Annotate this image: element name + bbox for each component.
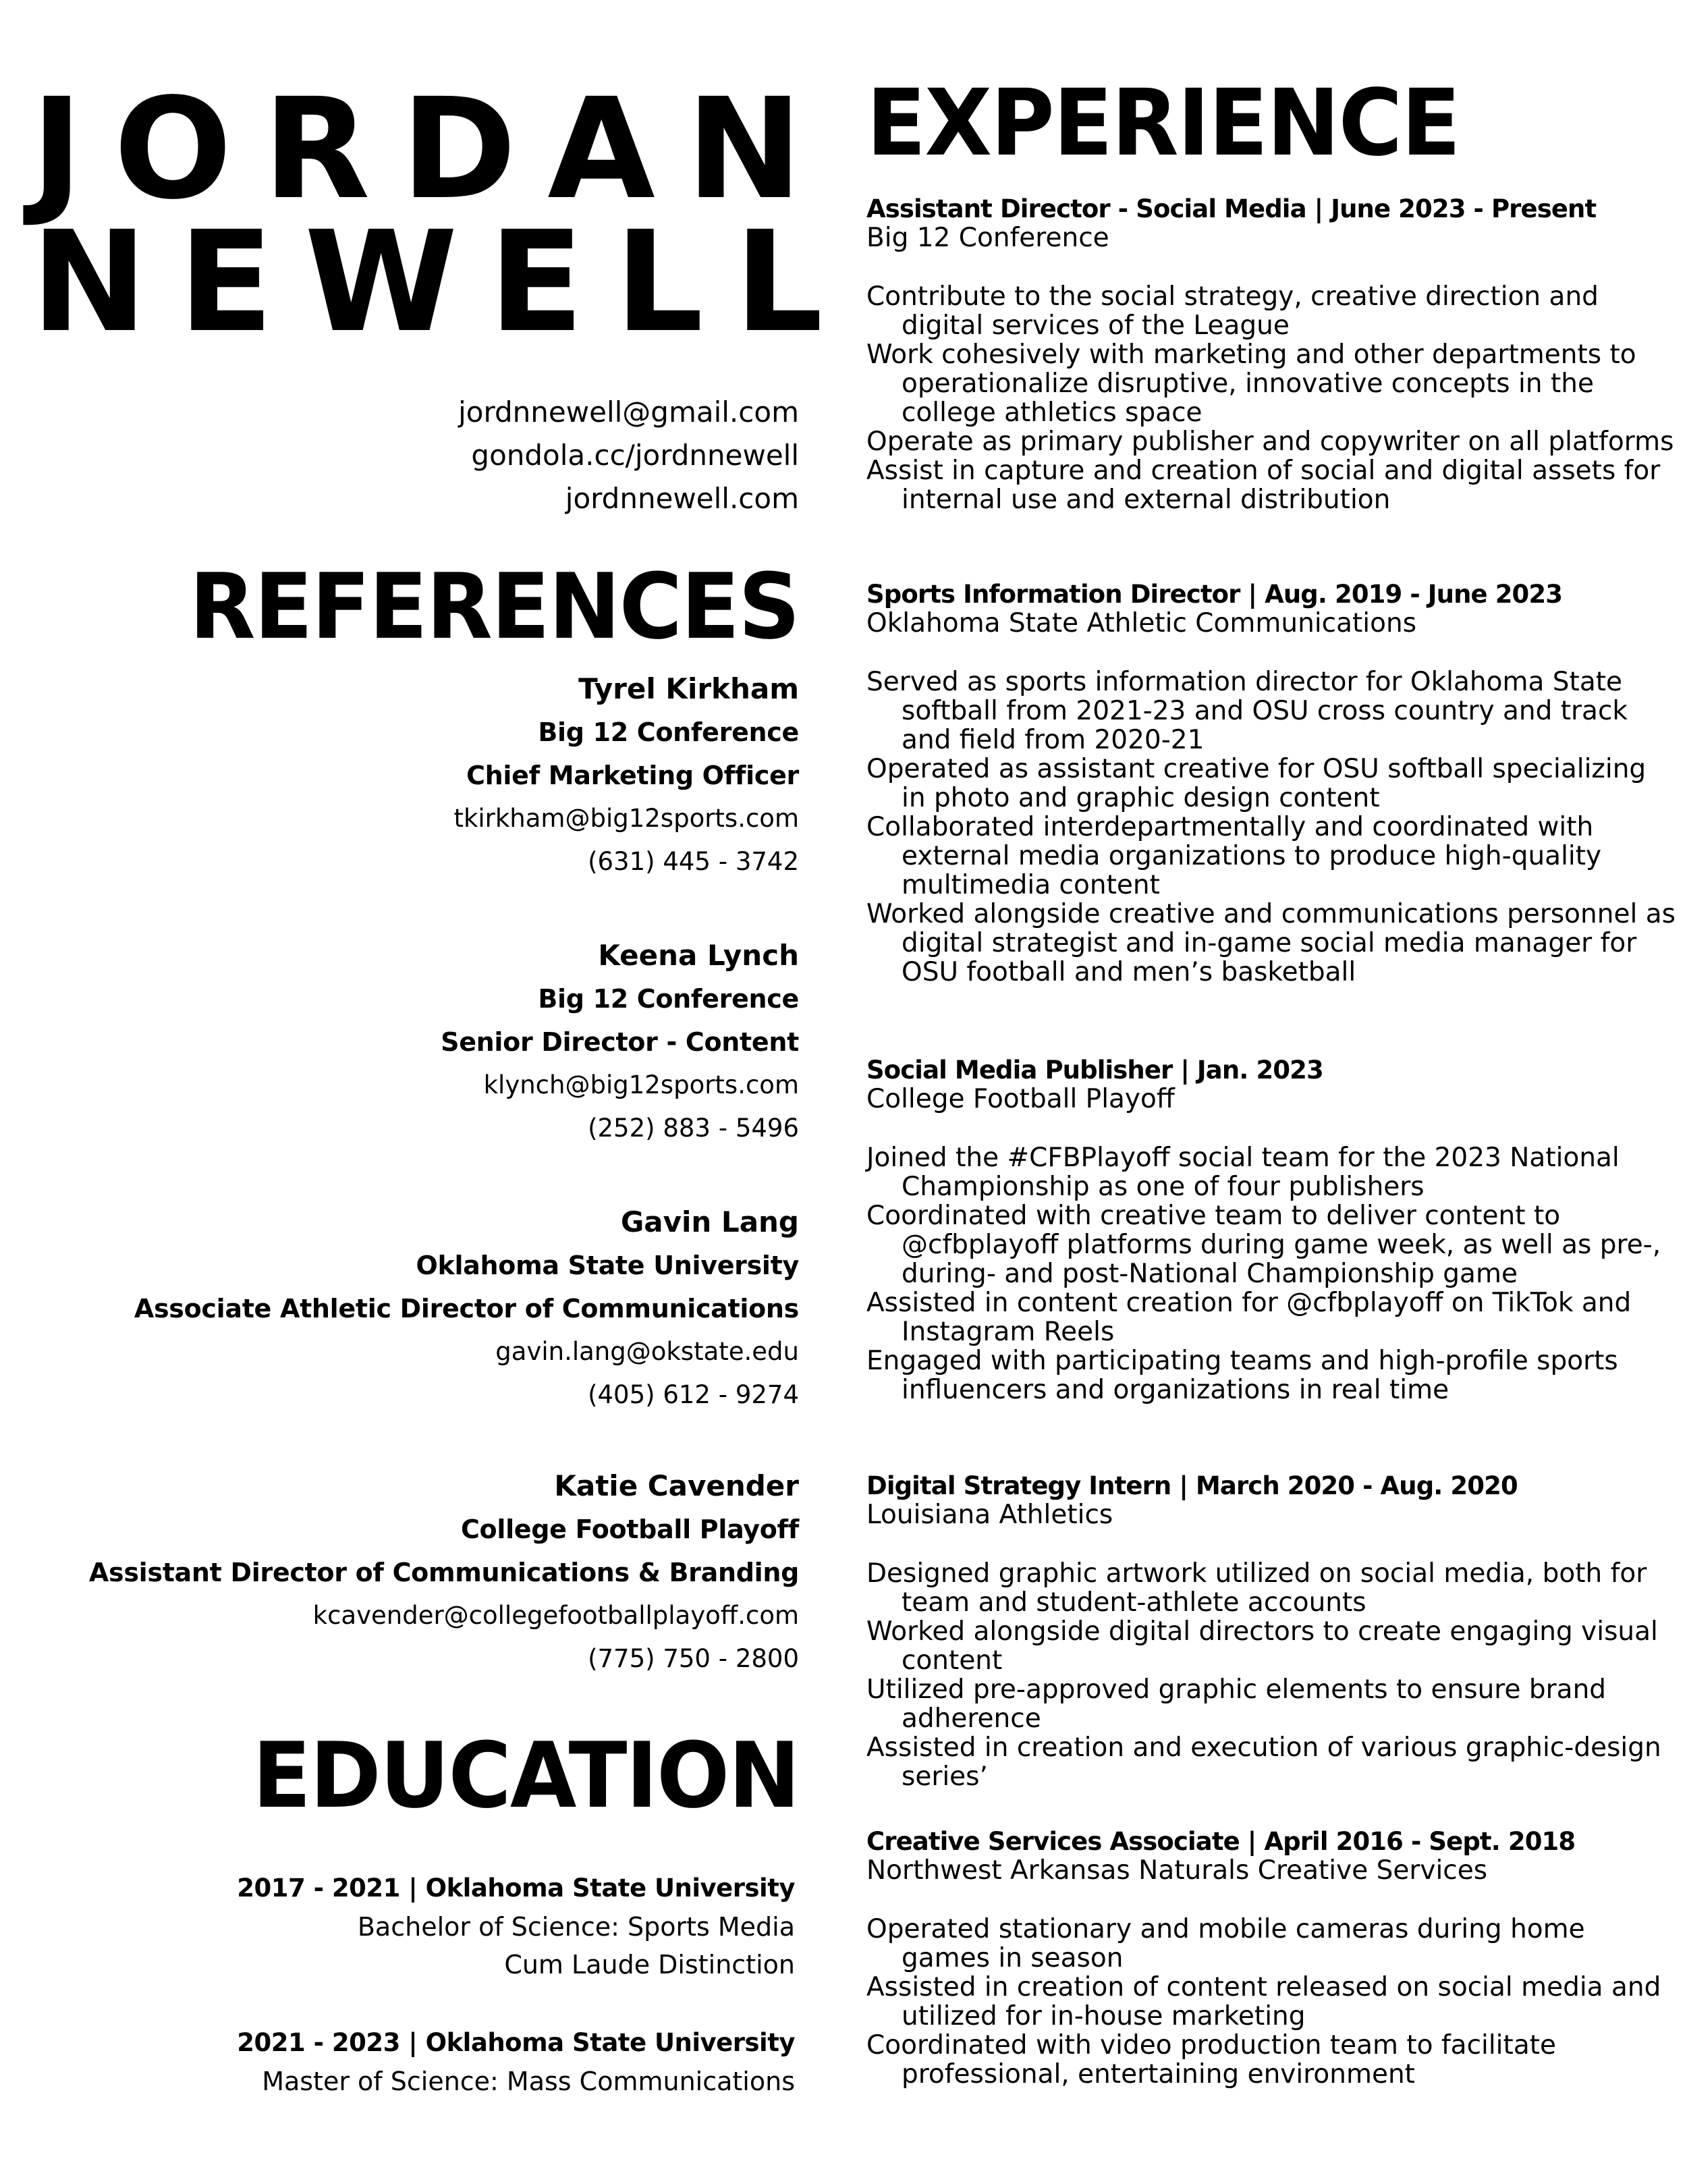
job-bullet: Operate as primary publisher and copywriter on all platforms (866, 427, 1674, 457)
education-degree: Master of Science: Mass Communications (262, 2067, 795, 2096)
reference-title: Associate Athletic Director of Communications (134, 1294, 799, 1323)
job-bullet: Contribute to the social strategy, creative direction and digital services of the League (866, 281, 1599, 341)
name-first: JORDAN (31, 68, 834, 230)
contact-website-link[interactable]: jordnnewell.com (565, 482, 799, 515)
job-bullet: Assist in capture and creation of social and digital assets for internal use and external distribution (866, 456, 1661, 515)
reference-item (0, 1465, 799, 1681)
reference-email[interactable]: gavin.lang@okstate.edu (495, 1337, 799, 1366)
reference-title: Chief Marketing Officer (466, 761, 799, 790)
job-bullet: Served as sports information director for Oklahoma State softball from 2021-23 and OSU cross country and track and field from 2020-21 (866, 667, 1628, 755)
job-title: Sports Information Director | Aug. 2019 - June 2023 (866, 580, 1563, 609)
reference-email[interactable]: klynch@big12sports.com (483, 1070, 799, 1099)
job-title: Digital Strategy Intern | March 2020 - Aug. 2020 (866, 1471, 1518, 1500)
job-bullet: Engaged with participating teams and high-profile sports influencers and organizations in real time (866, 1346, 1618, 1405)
job-bullet: Assisted in creation of content released on social media and utilized for in-house marketing (866, 1972, 1661, 2031)
reference-item (0, 1201, 799, 1417)
job-organization: College Football Playoff (866, 1084, 1175, 1114)
education-item (0, 2023, 799, 2100)
reference-org: Big 12 Conference (538, 717, 799, 747)
job-title: Creative Services Associate | April 2016 - Sept. 2018 (866, 1827, 1576, 1856)
job-entry (866, 1827, 1676, 2089)
job-bullet: Coordinated with video production team to facilitate professional, entertaining environment (866, 2030, 1556, 2090)
reference-item (0, 667, 799, 883)
job-entry (866, 580, 1676, 987)
name-last: NEWELL (31, 201, 854, 363)
job-bullet: Joined the #CFBPlayoff social team for the 2023 National Championship as one of four publishers (866, 1143, 1620, 1202)
job-title: Assistant Director - Social Media | June 2023 - Present (866, 194, 1597, 223)
reference-phone: (775) 750 - 2800 (588, 1644, 799, 1673)
contact-block (0, 391, 799, 520)
reference-email[interactable]: kcavender@collegefootballplayoff.com (312, 1601, 799, 1630)
reference-phone: (252) 883 - 5496 (588, 1114, 799, 1143)
reference-name: Tyrel Kirkham (578, 672, 799, 705)
education-degree-heading: 2021 - 2023 | Oklahoma State University (237, 2028, 795, 2057)
reference-org: College Football Playoff (460, 1514, 799, 1544)
reference-name: Keena Lynch (598, 939, 799, 972)
reference-org: Oklahoma State University (416, 1251, 799, 1280)
reference-title: Assistant Director of Communications & Branding (88, 1558, 799, 1587)
contact-email[interactable]: jordnnewell@gmail.com (458, 395, 799, 429)
job-organization: Oklahoma State Athletic Communications (866, 608, 1417, 638)
job-bullet: Utilized pre-approved graphic elements to ensure brand adherence (866, 1674, 1607, 1734)
job-bullet: Operated as assistant creative for OSU softball specializing in photo and graphic design content (866, 754, 1647, 813)
job-bullet: Worked alongside creative and communications personnel as digital strategist and in-game social media manager for OSU football and men’s basketball (866, 899, 1676, 987)
reference-name: Gavin Lang (620, 1205, 799, 1238)
job-bullet: Designed graphic artwork utilized on social media, both for team and student-athlete accounts (866, 1558, 1647, 1618)
job-organization: Northwest Arkansas Naturals Creative Services (866, 1855, 1488, 1886)
job-bullet: Operated stationary and mobile cameras during home games in season (866, 1914, 1585, 1973)
reference-phone: (631) 445 - 3742 (588, 847, 799, 876)
job-title: Social Media Publisher | Jan. 2023 (866, 1056, 1323, 1085)
education-distinction: Cum Laude Distinction (504, 1950, 795, 1980)
job-organization: Louisiana Athletics (866, 1500, 1113, 1530)
experience-heading: EXPERIENCE (866, 70, 1460, 177)
education-degree: Bachelor of Science: Sports Media (357, 1912, 795, 1942)
reference-item (0, 934, 799, 1150)
education-heading: EDUCATION (252, 1723, 799, 1828)
job-bullet: Work cohesively with marketing and other departments to operationalize disruptive, innovative concepts in the college athletics space (866, 339, 1636, 428)
job-bullet: Collaborated interdepartmentally and coordinated with external media organizations to produce high-quality multimedia content (866, 812, 1602, 900)
contact-portfolio-link[interactable]: gondola.cc/jordnnewell (471, 439, 799, 472)
references-heading: REFERENCES (189, 554, 799, 659)
reference-org: Big 12 Conference (538, 984, 799, 1014)
job-bullet: Coordinated with creative team to deliver content to @cfbplayoff platforms during game week, as well as pre-, during- and post-National Championship game (866, 1201, 1661, 1289)
job-entry (866, 194, 1676, 514)
reference-name: Katie Cavender (554, 1469, 799, 1502)
job-bullet: Assisted in creation and execution of various graphic-design series’ (866, 1732, 1661, 1792)
job-bullet: Worked alongside digital directors to create engaging visual content (866, 1616, 1658, 1676)
job-bullet: Assisted in content creation for @cfbplayoff on TikTok and Instagram Reels (866, 1288, 1632, 1347)
reference-email[interactable]: tkirkham@big12sports.com (453, 804, 799, 833)
job-entry (866, 1056, 1676, 1404)
education-item (0, 1869, 799, 1984)
reference-phone: (405) 612 - 9274 (588, 1380, 799, 1409)
reference-title: Senior Director - Content (441, 1027, 799, 1057)
education-degree-heading: 2017 - 2021 | Oklahoma State University (237, 1874, 795, 1903)
job-organization: Big 12 Conference (866, 223, 1109, 253)
job-entry (866, 1471, 1676, 1791)
